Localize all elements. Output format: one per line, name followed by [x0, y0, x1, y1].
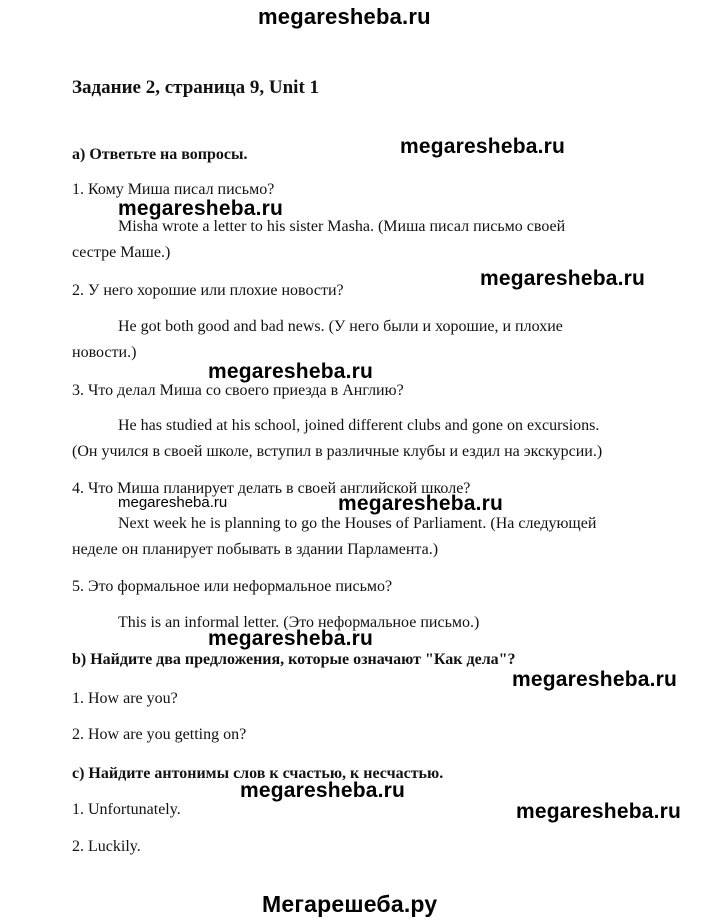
watermark: megaresheba.ru — [240, 779, 406, 802]
answer-1-line-1: Misha wrote a letter to his sister Masha. (Миша писал письмо своей — [118, 218, 566, 235]
answer-2-line-2: новости.) — [72, 344, 137, 361]
watermark: megaresheba.ru — [400, 135, 566, 158]
watermark: megaresheba.ru — [118, 197, 284, 220]
watermark: megaresheba.ru — [338, 492, 504, 515]
site-footer: Мегарешеба.ру — [262, 891, 438, 917]
question-5: 5. Это формальное или неформальное письмо? — [72, 578, 393, 595]
question-1: 1. Кому Миша писал письмо? — [72, 181, 275, 198]
section-b-item-1: 1. How are you? — [72, 690, 178, 707]
section-c-item-2: 2. Luckily. — [72, 838, 141, 855]
answer-3-line-1: He has studied at his school, joined different clubs and gone on excursions. — [118, 417, 600, 434]
question-2: 2. У него хорошие или плохие новости? — [72, 282, 344, 299]
section-c-item-1: 1. Unfortunately. — [72, 801, 181, 818]
watermark: megaresheba.ru — [516, 800, 682, 823]
section-b-item-2: 2. How are you getting on? — [72, 726, 247, 743]
site-header: megaresheba.ru — [258, 4, 431, 29]
answer-4-line-1: Next week he is planning to go the Houses of Parliament. (На следующей — [118, 515, 597, 532]
section-b-heading: b) Найдите два предложения, которые означают "Как дела"? — [72, 651, 516, 668]
answer-4-line-2: неделе он планирует побывать в здании Парламента.) — [72, 541, 439, 558]
answer-2-line-1: He got both good and bad news. (У него были и хорошие, и плохие — [118, 318, 563, 335]
answer-1-line-2: сестре Маше.) — [72, 244, 171, 261]
watermark-small: megaresheba.ru — [118, 494, 228, 511]
answer-3-line-2: (Он учился в своей школе, вступил в различные клубы и ездил на экскурсии.) — [72, 443, 603, 460]
question-3: 3. Что делал Миша со своего приезда в Англию? — [72, 382, 404, 399]
watermark: megaresheba.ru — [208, 360, 374, 383]
page-title: Задание 2, страница 9, Unit 1 — [72, 77, 320, 98]
section-a-heading: a) Ответьте на вопросы. — [72, 146, 248, 163]
watermark: megaresheba.ru — [208, 627, 374, 650]
answer-5-line-1: This is an informal letter. (Это неформальное письмо.) — [118, 614, 480, 631]
watermark: megaresheba.ru — [480, 267, 646, 290]
section-c-heading: c) Найдите антонимы слов к счастью, к несчастью. — [72, 765, 444, 782]
question-4: 4. Что Миша планирует делать в своей английской школе? — [72, 480, 471, 497]
watermark: megaresheba.ru — [512, 668, 678, 691]
